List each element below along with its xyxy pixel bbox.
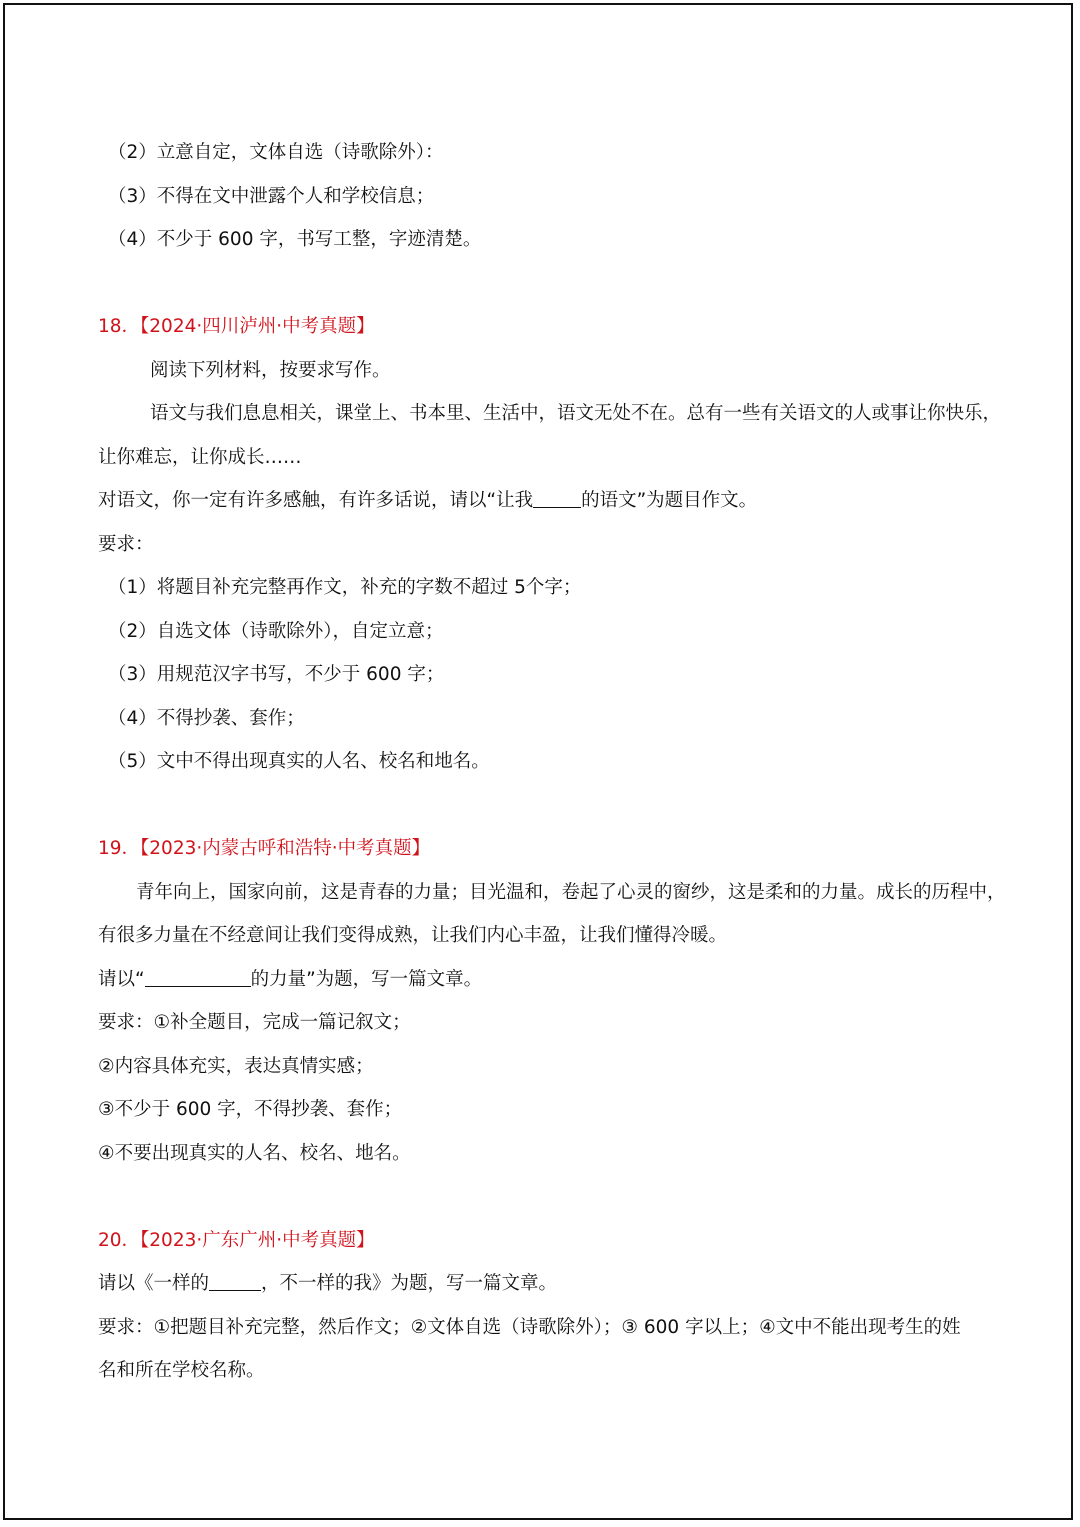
q18-requirements-label: 要求： — [98, 533, 154, 555]
list-item: （2）自选文体（诗歌除外），自定立意； — [108, 620, 444, 642]
q18-paragraph-continued: 让你难忘，让你成长…… — [98, 446, 302, 468]
list-item: （4）不得抄袭、套作； — [108, 707, 305, 729]
q19-prompt: 请以“ 的力量”为题，写一篇文章。 — [98, 958, 998, 1002]
list-item: （2）立意自定，文体自选（诗歌除外）： — [108, 142, 444, 163]
fill-blank — [209, 1270, 261, 1291]
q20-requirements-continued: 名和所在学校名称。 — [98, 1360, 265, 1381]
q19-paragraph-continued: 有很多力量在不经意间让我们变得成熟，让我们内心丰盈，让我们懂得冷暖。 — [98, 925, 728, 946]
q19-paragraph: 青年向上，国家向前，这是青春的力量；目光温和，卷起了心灵的窗纱，这是柔和的力量。成长的历程中， — [136, 881, 1006, 903]
list-item: （4）不少于 600 字，书写工整，字迹清楚。 — [108, 229, 482, 250]
document-body — [98, 131, 1006, 1393]
q20-prompt: 请以《一样的 ，不一样的我》为题，写一篇文章。 — [98, 1262, 998, 1306]
q18-prompt: 对语文，你一定有许多感触，有许多话说，请以“让我 的语文”为题目作文。 — [98, 479, 998, 523]
list-item: ③不少于 600 字，不得抄袭、套作； — [98, 1099, 403, 1120]
list-item: （3）不得在文中泄露个人和学校信息； — [108, 185, 435, 207]
q18-paragraph: 语文与我们息息相关，课堂上、书本里、生活中，语文无处不在。总有一些有关语文的人或事让你快乐， — [150, 403, 1002, 424]
fill-blank — [145, 966, 251, 987]
q20-heading: 20．【2023·广东广州·中考真题】 — [98, 1229, 375, 1251]
list-item: ②内容具体充实，表达真情实感； — [98, 1055, 374, 1077]
q18-intro: 阅读下列材料，按要求写作。 — [150, 359, 391, 381]
list-item: ④不要出现真实的人名、校名、地名。 — [98, 1142, 411, 1164]
list-item: 要求：①补全题目，完成一篇记叙文； — [98, 1012, 411, 1033]
q18-heading: 18．【2024·四川泸州·中考真题】 — [98, 316, 375, 337]
q20-requirements: 要求：①把题目补充完整，然后作文；②文体自选（诗歌除外）；③ 600 字以上；④文中不能出现考生的姓 — [98, 1316, 961, 1338]
q19-heading: 19．【2023·内蒙古呼和浩特·中考真题】 — [98, 838, 431, 859]
list-item: （1）将题目补充完整再作文，补充的字数不超过 5个字； — [108, 577, 582, 598]
list-item: （5）文中不得出现真实的人名、校名和地名。 — [108, 751, 490, 772]
list-item: （3）用规范汉字书写，不少于 600 字； — [108, 664, 445, 685]
fill-blank — [533, 487, 581, 508]
